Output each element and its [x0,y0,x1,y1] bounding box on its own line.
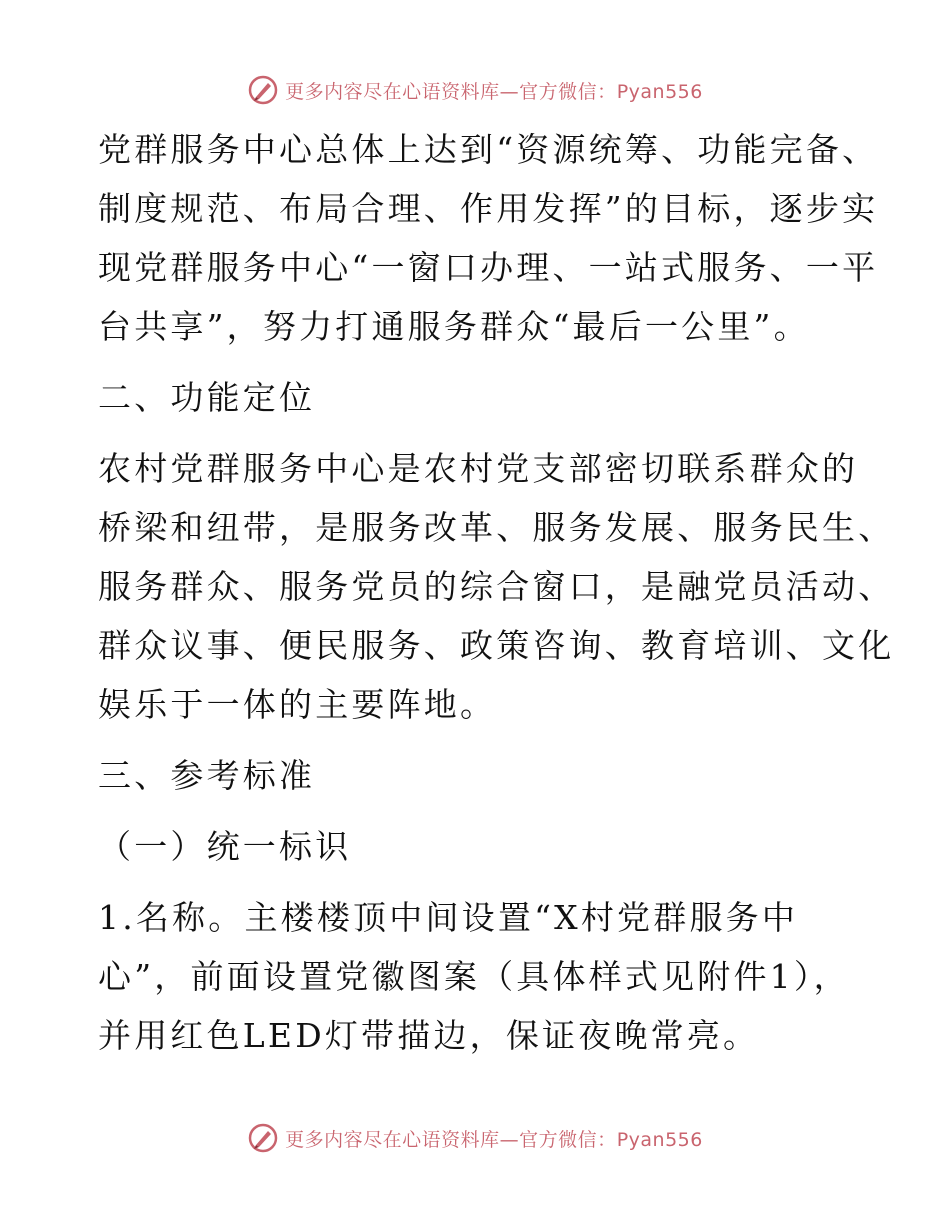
watermark-dash: — [499,80,520,103]
intro-line: 制度规范、布局合理、作用发挥”的目标，逐步实 [98,189,879,228]
footer-watermark [0,1118,950,1158]
item-line: 并用红色LED灯带描边，保证夜晚常亮。 [98,1016,760,1055]
positioning-line: 娱乐于一体的主要阵地。 [98,685,497,724]
watermark-site: 更多内容尽在心语资料库 [285,1128,500,1151]
positioning-line: 农村党群服务中心是农村党支部密切联系群众的 [98,449,859,488]
spacer [98,427,858,439]
spacer [98,356,858,368]
watermark-text [285,1125,703,1152]
header-watermark [0,70,950,110]
section-heading-reference-standards: 三、参考标准 [98,756,316,795]
watermark-dash: — [499,1128,520,1151]
pen-logo-icon [247,1122,279,1154]
watermark-site: 更多内容尽在心语资料库 [285,80,500,103]
intro-line: 台共享”，努力打通服务群众“最后一公里”。 [98,307,810,346]
watermark-text [285,77,703,104]
watermark-wechat-id: Pyan556 [616,80,703,103]
positioning-line: 桥梁和纽带，是服务改革、服务发展、服务民生、 [98,508,895,547]
item-line: 1.名称。主楼楼顶中间设置“X村党群服务中 [98,898,799,937]
document-body [98,120,895,1065]
positioning-line: 服务群众、服务党员的综合窗口，是融党员活动、 [98,567,895,606]
subsection-heading-unified-logo: （一）统一标识 [98,827,352,866]
pen-logo-icon [247,74,279,106]
watermark-wechat-label: 官方微信： [519,1128,617,1151]
positioning-line: 群众议事、便民服务、政策咨询、教育培训、文化 [98,626,895,665]
watermark-wechat-id: Pyan556 [616,1128,703,1151]
intro-line: 现党群服务中心“一窗口办理、一站式服务、一平 [98,248,879,287]
item-line: 心”，前面设置党徽图案（具体样式见附件1）， [98,957,850,996]
section-heading-functional-positioning: 二、功能定位 [98,378,316,417]
spacer [98,876,858,888]
spacer [98,734,858,746]
intro-line: 党群服务中心总体上达到“资源统筹、功能完备、 [98,130,879,169]
watermark-wechat-label: 官方微信： [519,80,617,103]
spacer [98,805,858,817]
